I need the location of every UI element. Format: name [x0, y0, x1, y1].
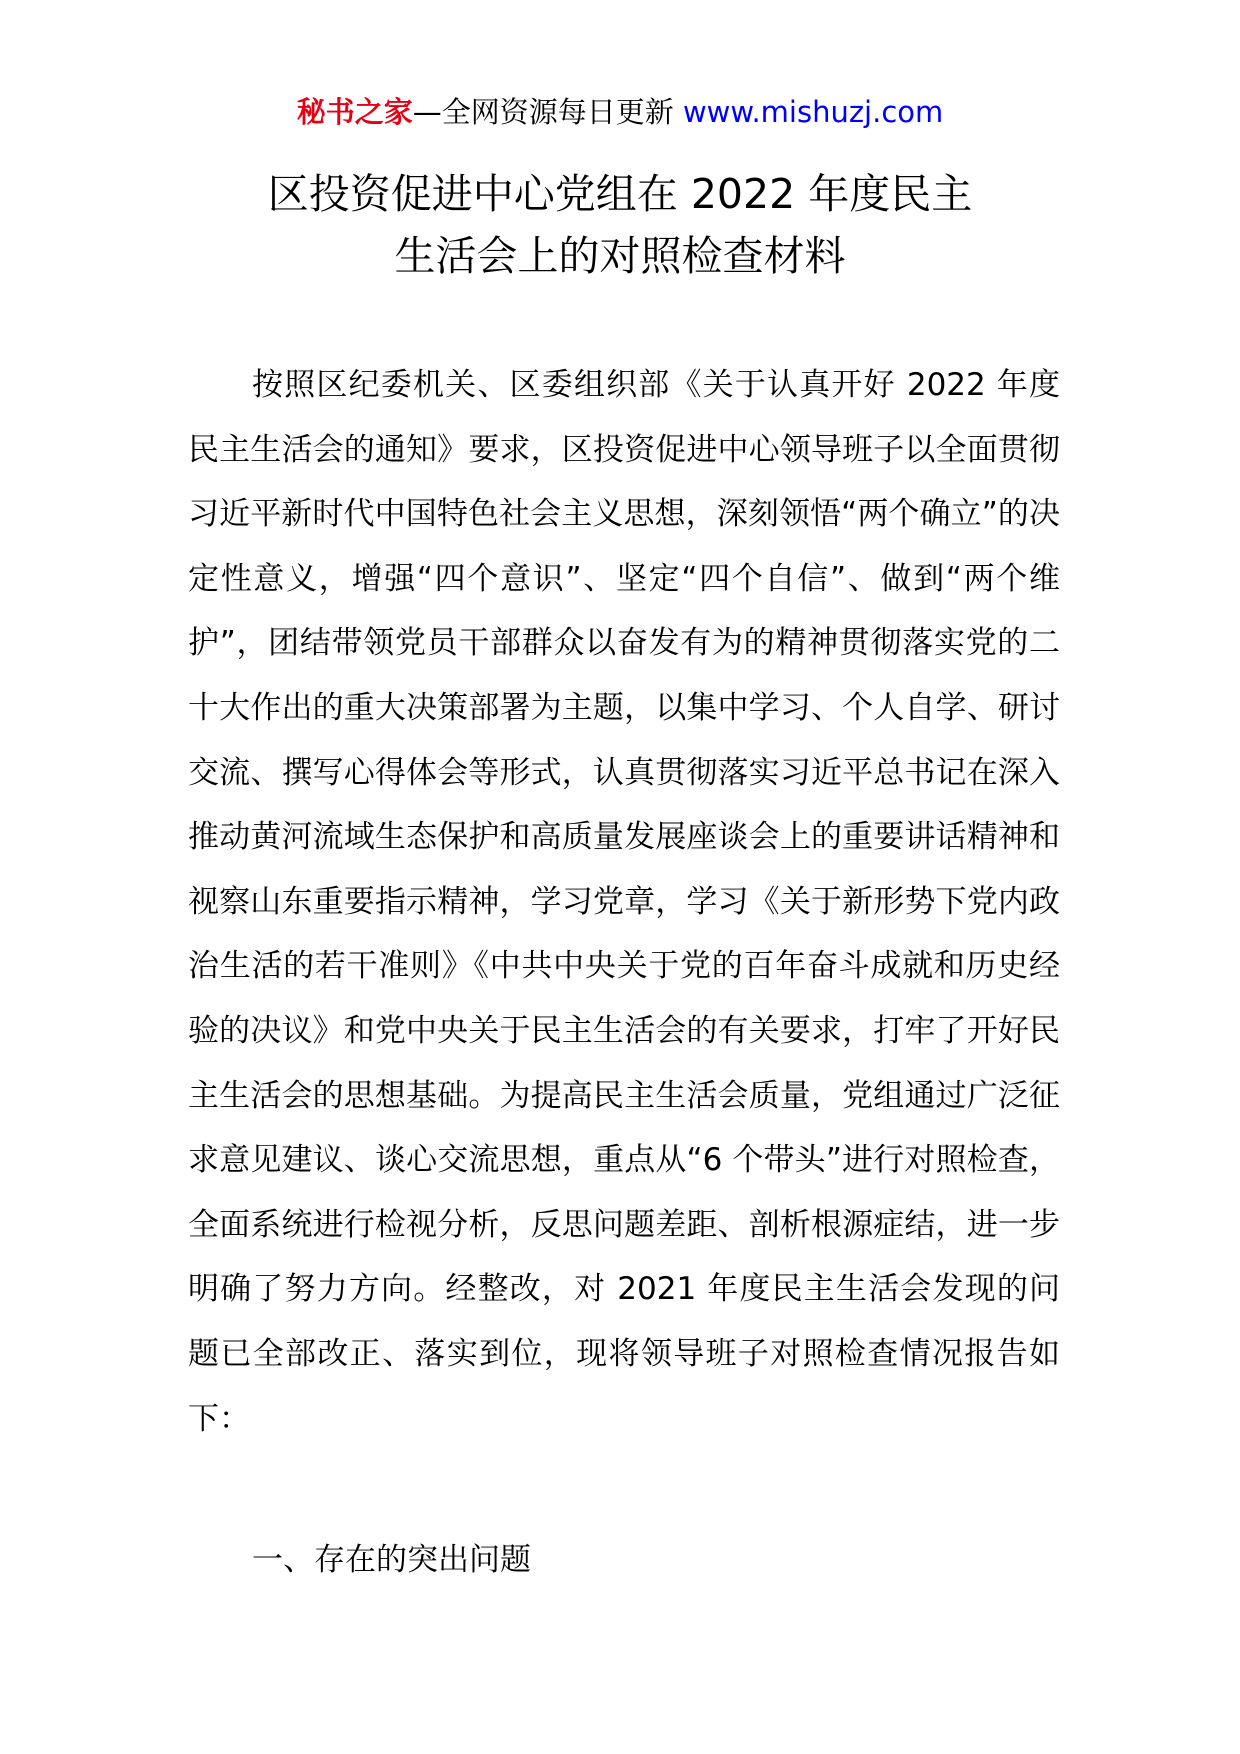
section-heading-1: 一、存在的突出问题: [252, 1542, 531, 1578]
header-tagline: —全网资源每日更新: [412, 95, 674, 129]
site-url-link[interactable]: www.mishuzj.com: [682, 95, 944, 129]
title-line-2: 生活会上的对照检查材料: [394, 232, 846, 280]
intro-paragraph: 按照区纪委机关、区委组织部《关于认真开好 2022 年度民主生活会的通知》要求，区投资促进中心领导班子以全面贯彻习近平新时代中国特色社会主义思想，深刻领悟“两个确立”的决定性意义，增强“四个意识”、坚定“四个自信”、做到“两个维护”，团结带领党员干部群众以奋发有为的精神贯彻落实党的二十大作出的重大决策部署为主题，以集中学习、个人自学、研讨交流、撰写心得体会等形式，认真贯彻落实习近平总书记在深入推动黄河流域生态保护和高质量发展座谈会上的重要讲话精神和视察山东重要指示精神，学习党章，学习《关于新形势下党内政治生活的若干准则》《中共中央关于党的百年奋斗成就和历史经验的决议》和党中央关于民主生活会的有关要求，打牢了开好民主生活会的思想基础。为提高民主生活会质量，党组通过广泛征求意见建议、谈心交流思想，重点从“6 个带头”进行对照检查，全面系统进行检视分析，反思问题差距、剖析根源症结，进一步明确了努力方向。经整改，对 2021 年度民主生活会发现的问题已全部改正、落实到位，现将领导班子对照检查情况报告如下：: [188, 367, 1060, 1437]
document-title: [0, 163, 1240, 287]
title-line-1: 区投资促进中心党组在 2022 年度民主: [267, 170, 973, 218]
brand-name: 秘书之家: [296, 95, 413, 129]
site-header: [0, 92, 1240, 132]
